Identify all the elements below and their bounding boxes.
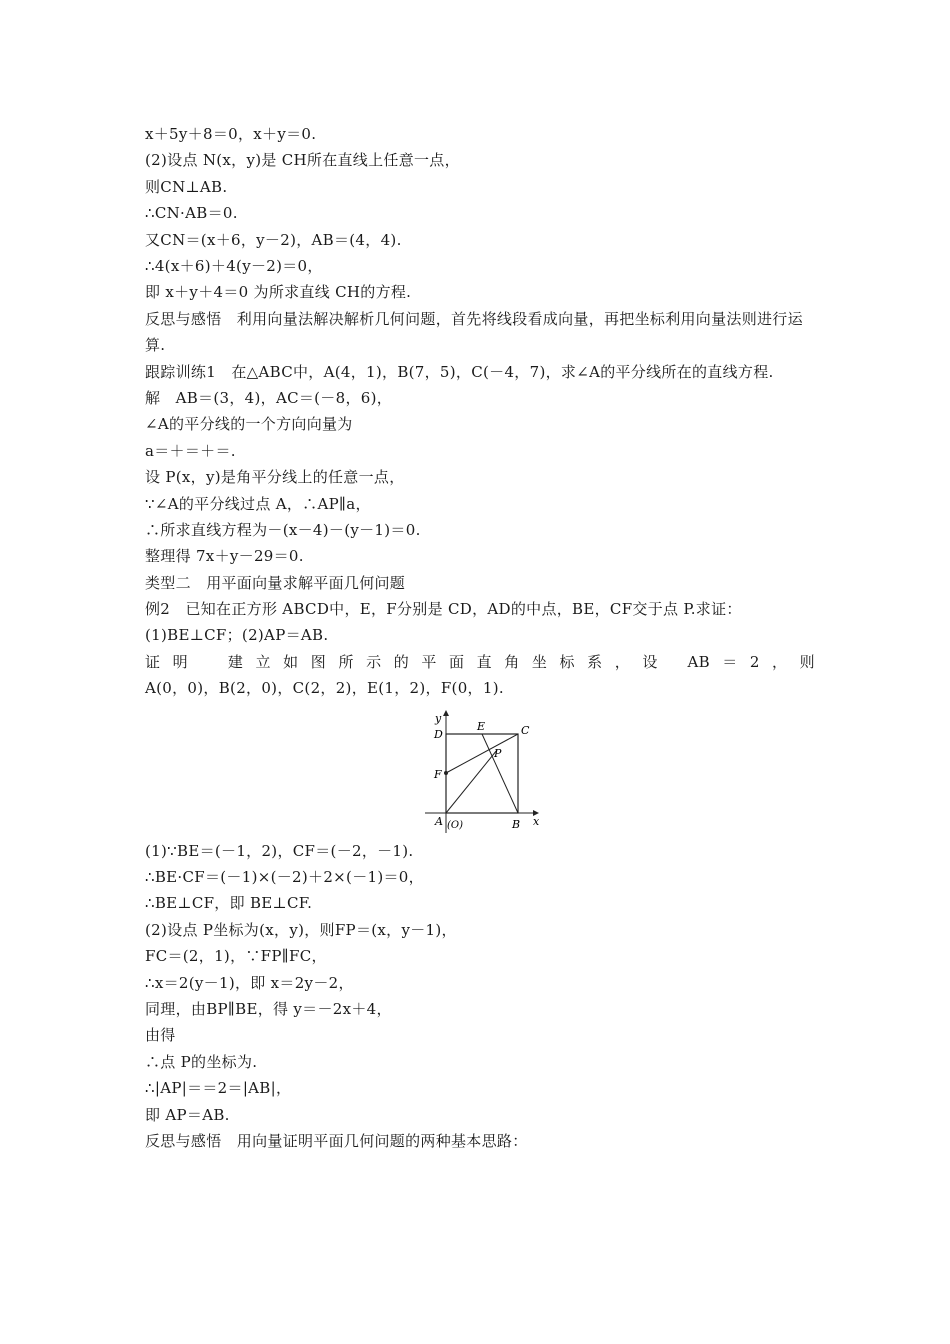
label-e: E xyxy=(477,719,486,733)
segment-be xyxy=(482,734,518,813)
text-line: ∠A的平分线的一个方向向量为 xyxy=(145,415,353,434)
label-c: C xyxy=(521,723,530,737)
text-line: (1)∵BE＝(－1，2)，CF＝(－2，－1). xyxy=(145,841,414,860)
text-line: ∴BE⊥CF，即 BE⊥CF. xyxy=(145,894,313,913)
text-line: 同理，由BP∥BE，得 y＝－2x＋4， xyxy=(145,999,392,1018)
text-line: a＝＋＝＋＝. xyxy=(145,441,236,460)
y-axis-arrow xyxy=(443,710,449,716)
text-line: (1)BE⊥CF；(2)AP＝AB. xyxy=(145,626,329,645)
square-diagram xyxy=(415,708,541,833)
text-line: 则CN⊥AB. xyxy=(145,177,228,196)
text-line: 即 x＋y＋4＝0 为所求直线 CH的方程. xyxy=(145,283,412,302)
document-page xyxy=(145,121,815,1154)
label-b: B xyxy=(512,817,521,831)
text-line: 整理得 7x＋y－29＝0. xyxy=(145,547,304,566)
text-line: ∴点 P的坐标为. xyxy=(145,1052,258,1071)
example-statement: 例2 已知在正方形 ABCD中，E，F分别是 CD，AD的中点，BE，CF交于点 P.求证： xyxy=(145,600,742,619)
coordinate-figure xyxy=(145,708,815,836)
text-line: 即 AP＝AB. xyxy=(145,1105,230,1124)
text-line: ∴BE·CF＝(－1)×(－2)＋2×(－1)＝0， xyxy=(145,868,424,887)
section-heading: 类型二 用平面向量求解平面几何问题 xyxy=(145,573,406,592)
text-line: ∴x＝2(y－1)，即 x＝2y－2， xyxy=(145,973,354,992)
label-a: A xyxy=(435,814,443,828)
text-line: 又CN＝(x＋6，y－2)，AB＝(4，4). xyxy=(145,230,402,249)
text-line: x＋5y＋8＝0，x＋y＝0. xyxy=(145,125,317,143)
text-line: FC＝(2，1)，∵FP∥FC， xyxy=(145,947,327,966)
label-f: F xyxy=(434,767,442,781)
label-d: D xyxy=(434,727,443,741)
text-line: 设 P(x，y)是角平分线上的任意一点， xyxy=(145,468,405,487)
text-line: ∴CN·AB＝0. xyxy=(145,204,238,223)
text-line: ∴所求直线方程为－(x－4)－(y－1)＝0. xyxy=(145,520,421,539)
practice-paragraph: 跟踪训练1 在△ABC中，A(4，1)，B(7，5)，C(－4，7)，求∠A的平分线所在的直线方程. xyxy=(145,362,774,381)
point-f-dot xyxy=(444,771,448,775)
text-line: ∴|AP|＝＝2＝|AB|， xyxy=(145,1079,292,1098)
text-line: ∵∠A的平分线过点 A，∴AP∥a， xyxy=(145,494,371,513)
text-line: A(0，0)，B(2，0)，C(2，2)，E(1，2)，F(0，1). xyxy=(145,679,504,698)
x-axis-label: x xyxy=(533,814,540,828)
segment-cf xyxy=(446,734,518,773)
reflection-heading: 反思与感悟 用向量证明平面几何问题的两种基本思路： xyxy=(145,1131,528,1150)
label-origin: (O) xyxy=(447,819,464,831)
reflection-paragraph: 反思与感悟 利用向量法解决解析几何问题，首先将线段看成向量，再把坐标利用向量法则进行运算. xyxy=(145,309,803,355)
text-line: ∴4(x＋6)＋4(y－2)＝0， xyxy=(145,256,323,275)
text-line: (2)设点 P坐标为(x，y)，则FP＝(x，y－1)， xyxy=(145,920,457,939)
y-axis-label: y xyxy=(435,711,442,725)
text-line: (2)设点 N(x，y)是 CH所在直线上任意一点， xyxy=(145,151,460,170)
proof-line: 证明 建立如图所示的平面直角坐标系，设 AB＝2，则 xyxy=(145,652,815,671)
label-p: P xyxy=(494,746,502,760)
square-abcd xyxy=(446,734,518,813)
text-line: 解 AB＝(3，4)，AC＝(－8，6)， xyxy=(145,388,393,407)
text-line: 由得 xyxy=(145,1026,176,1045)
